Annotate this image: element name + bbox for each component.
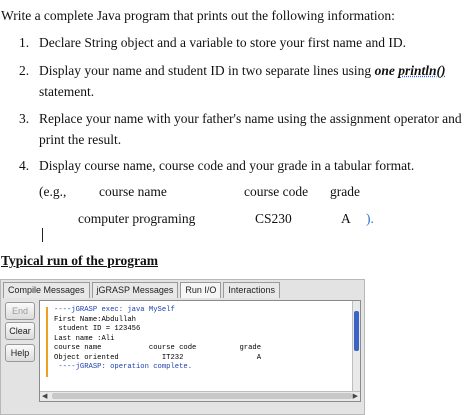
example-cell-course-code: CS230 xyxy=(255,211,292,226)
console-gutter-marker xyxy=(46,307,48,377)
section-heading: Typical run of the program xyxy=(1,253,158,268)
tab-compile-messages[interactable]: Compile Messages xyxy=(3,282,90,298)
console-line: First Name:Abdullah xyxy=(54,315,136,324)
help-button[interactable]: Help xyxy=(5,344,35,362)
tab-run-io[interactable]: Run I/O xyxy=(180,282,221,298)
console-line: ----jGRASP: operation complete. xyxy=(54,363,193,371)
item-emphasis: one xyxy=(374,63,395,78)
console-line: course name course code grade xyxy=(54,344,262,352)
console-line: Last name :Ali xyxy=(54,334,115,343)
vertical-scrollbar[interactable] xyxy=(352,301,360,393)
end-button[interactable]: End xyxy=(5,302,35,320)
item-number: 3. xyxy=(19,111,30,126)
item-number: 2. xyxy=(19,63,30,78)
horizontal-scrollbar[interactable] xyxy=(40,391,360,401)
text-cursor xyxy=(42,228,43,242)
console-line: Object oriented IT232 A xyxy=(54,353,262,362)
item-text: Replace your name with your father's name using the assignment operator and print the result. xyxy=(39,111,462,147)
panel-tabs xyxy=(3,282,280,298)
item-number: 1. xyxy=(19,35,30,50)
scroll-right-icon[interactable]: ▶ xyxy=(352,392,358,400)
console-line: ----jGRASP exec: java MySelf xyxy=(54,306,175,314)
item-number: 4. xyxy=(19,158,30,173)
example-suffix: ). xyxy=(366,211,374,226)
scroll-left-icon[interactable]: ◀ xyxy=(42,392,48,400)
console-output[interactable] xyxy=(39,300,361,402)
example-header-grade: grade xyxy=(330,184,360,199)
item-code: println() xyxy=(398,63,446,78)
item-text: Declare String object and a variable to store your first name and ID. xyxy=(39,35,406,50)
example-prefix: (e.g., xyxy=(39,184,67,199)
instructions-intro: Write a complete Java program that prints out the following information: xyxy=(1,8,395,23)
jgrasp-output-panel xyxy=(0,279,365,415)
item-text xyxy=(39,60,474,102)
clear-button[interactable]: Clear xyxy=(5,322,35,340)
scrollbar-thumb[interactable] xyxy=(354,311,359,351)
tab-jgrasp-messages[interactable]: jGRASP Messages xyxy=(92,282,179,298)
console-lines xyxy=(54,306,261,373)
item-text-part: statement. xyxy=(39,84,95,99)
tab-interactions[interactable]: Interactions xyxy=(223,282,280,298)
scrollbar-thumb[interactable] xyxy=(52,393,352,399)
example-header-course-name: course name xyxy=(99,184,167,199)
item-text-part: Display your name and student ID in two separate lines using xyxy=(39,63,375,78)
example-cell-grade: A xyxy=(341,211,351,226)
console-line: student ID = 123456 xyxy=(54,325,141,333)
item-text: Display course name, course code and your grade in a tabular format. xyxy=(39,158,415,173)
example-cell-course-name: computer programing xyxy=(78,211,196,226)
example-header-course-code: course code xyxy=(244,184,309,199)
